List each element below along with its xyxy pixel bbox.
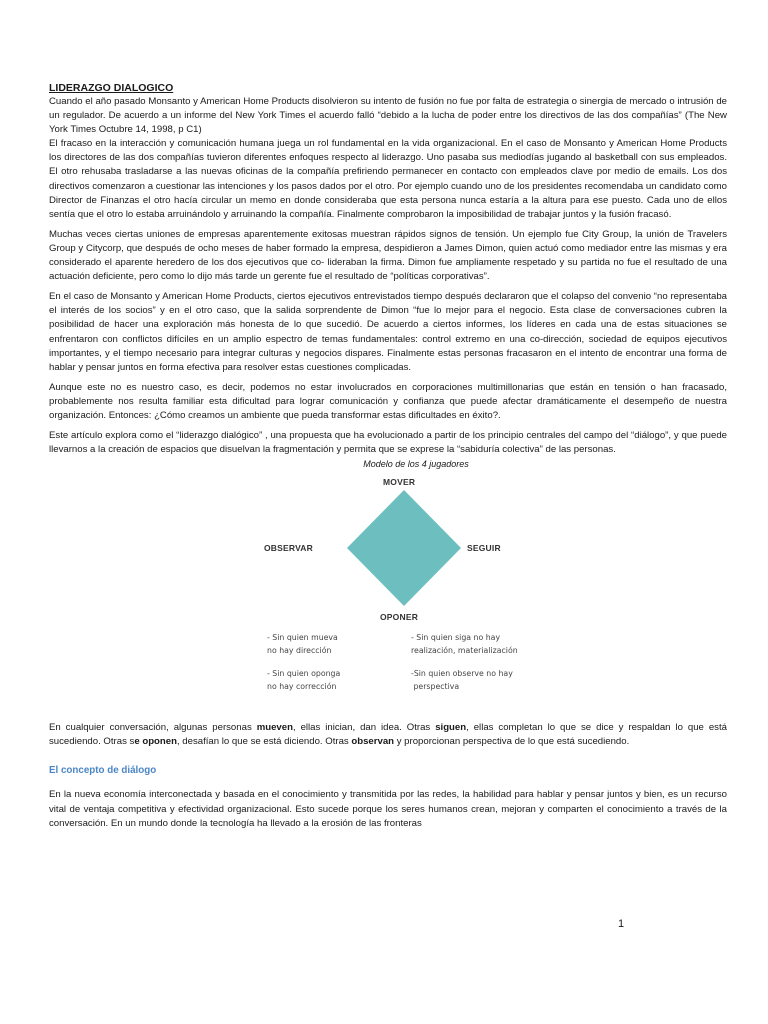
document-page — [49, 81, 727, 837]
figure-title: Modelo de los 4 jugadores — [363, 459, 469, 470]
roles-text-1: En cualquier conversación, algunas personas — [49, 722, 257, 734]
document-title: LIDERAZGO DIALOGICO — [49, 82, 174, 94]
note-mover: - Sin quien mueva no hay dirección — [267, 633, 338, 655]
label-oponer: OPONER — [380, 612, 419, 623]
paragraph-monsanto-case: En el caso de Monsanto y American Home Products, ciertos ejecutivos entrevistados tiempo después declararon que el colapso del convenio “no representaba el interés de los socios” y en el otro caso, que la salida sorprendente de Dimon “fue lo mejor para el negocio. Esta clase de conversaciones cubren la posibilidad de hacer una exploración más honesta de lo que sucedió. De acuerdo a ciertos informes, los líderes en cada una de estas situaciones se enfrentaron con conflictos difíciles en un amplio espectro de temas fundamentales: control extremo en una co-dirección, sociedad de equipos ejecutivos importantes, y el tiempo necesario para integrar culturas y negocios dispares. Finalmente estas personas fracasaron en el intento de encontrar una forma de hablar y pensar juntos en forma efectiva para resolver estas cuestiones complicadas. — [49, 291, 727, 373]
paragraph-failure: El fracaso en la interacción y comunicación humana juega un rol fundamental en la vida organizacional. En el caso de Monsanto y American Home Products los directores de las dos compañías tuvieron diferentes enfoques respecto al liderazgo. Uno pasaba sus mediodías jugando al basketball con sus empleados. El otro rehusaba trasladarse a las nuevas oficinas de la compañía prefiriendo permanecer en contacto con empleados clave por medio de emails. Los dos directivos comenzaron a cuestionar las intenciones y los pasos dados por el otro. Por ejemplo cuando uno de los presidentes recomendaba un candidato como Director de Finanzas el otro hacía circular un memo en donde consideraba que esta persona nunca estaría a la altura para ese puesto. Cada uno de ellos sentía que el otro lo estaba arruinándolo y arruinando la compañía. Finalmente comprobaron la imposibilidad de trabajar juntos y la fusión fracasó. — [49, 138, 727, 220]
paragraph-article-scope: Este artículo explora como el “liderazgo dialógico” , una propuesta que ha evolucionado a partir de los principio centrales del campo del “diálogo”, y que puede llevarnos a la creación de espacios que disuelvan la fragmentación y permita que se exprese la “sabiduría colectiva” de las personas. — [49, 430, 727, 456]
roles-bold-siguen: siguen — [435, 722, 467, 734]
roles-bold-oponen: e oponen — [134, 736, 177, 748]
label-mover: MOVER — [383, 477, 416, 488]
paragraph-question: Aunque este no es nuestro caso, es decir, podemos no estar involucrados en corporaciones multimillonarias que están en tensión o han fracasado, probablemente nos resulta familiar esta dificultad para lograr comunicación y confianza que puede afectar dramáticamente el desempeño de nuestra organización. Entonces: ¿Cómo creamos un ambiente que pueda transformar estas dificultades en éxito?. — [49, 381, 727, 421]
four-players-figure — [256, 459, 576, 711]
note-oponer: - Sin quien oponga no hay corrección — [267, 669, 341, 691]
roles-text-3: , ellas completan lo que se dice y respaldan lo que está sucediendo. Otras s — [49, 722, 727, 748]
paragraph-city-group: Muchas veces ciertas uniones de empresas aparentemente exitosas muestran rápidos signos de tensión. Un ejemplo fue City Group, la unión de Travelers Group y Citycorp, que después de ocho meses de haber formado la empresa, despidieron a James Dimon, quien actuó como mediador entre las mismas y era considerado el aparente heredero de los dos ejecutivos que co- lideraban la firma. Dimon fue ampliamente respetado y su partida no fue el resultado de una actuación deficiente, pero como lo dijo más tarde un gerente fue el resultado de “políticas corporativas”. — [49, 228, 727, 283]
section-heading-dialogo: El concepto de diálogo — [49, 765, 157, 777]
label-observar: OBSERVAR — [264, 543, 313, 554]
paragraph-dialogo-concept: En la nueva economía interconectada y basada en el conocimiento y transmitida por las redes, la habilidad para hablar y pensar juntos y bien, es un recurso vital de ventaja competitiva y efectividad organizacional. Esto sucede porque los seres humanos crean, mejoran y comparten el conocimiento a través de la conversación. En un mundo donde la tecnología ha llevado a la erosión de las fronteras — [49, 789, 727, 829]
page-number: 1 — [618, 918, 625, 930]
roles-bold-mueven: mueven — [256, 722, 293, 734]
label-seguir: SEGUIR — [467, 543, 501, 554]
note-seguir: - Sin quien siga no hay realización, materialización — [411, 633, 518, 655]
paragraph-intro: Cuando el año pasado Monsanto y American Home Products disolvieron su intento de fusión no fue por falta de estrategia o sinergia de mercado o intrusión de un regulador. De acuerdo a un informe del New York Times el acuerdo falló “debido a la lucha de poder entre los directivos de las dos compañías” (The New York Times Octubre 14, 1998, p C1) — [49, 96, 727, 136]
roles-text-4: , desafían lo que se está diciendo. Otras — [176, 736, 352, 748]
note-observar: -Sin quien observe no hay perspectiva — [411, 669, 513, 691]
roles-bold-observan: observan — [351, 736, 395, 748]
roles-text-2: , ellas inician, dan idea. Otras — [292, 722, 436, 734]
paragraph-roles — [49, 721, 727, 749]
roles-text-5: y proporcionan perspectiva de lo que está sucediendo. — [394, 736, 630, 748]
